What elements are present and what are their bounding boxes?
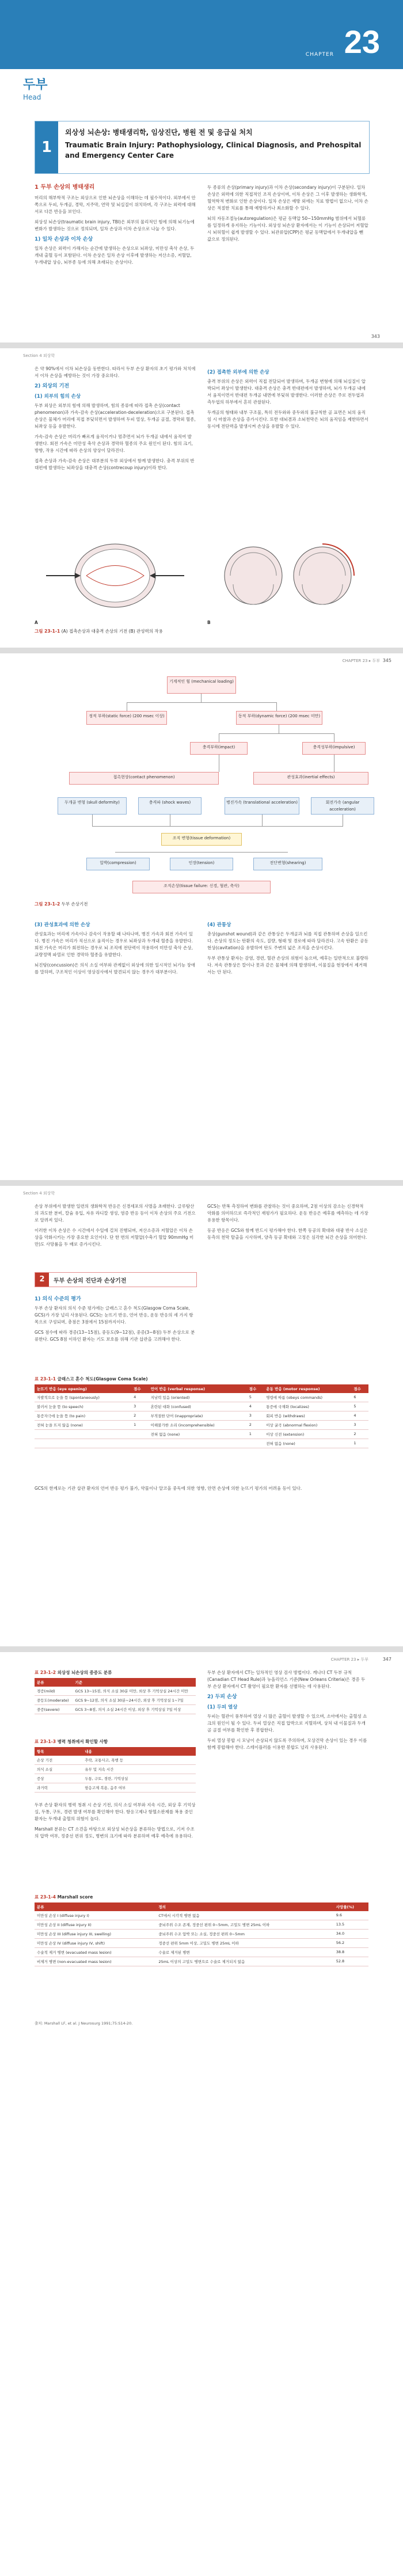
page-5 — [0, 1652, 403, 2576]
table-title: 글래스고 혼수 척도(Glasgow Coma Scale) — [57, 1376, 148, 1382]
paragraph: GCS는 반복 측정하여 변화를 관찰하는 것이 중요하며, 2점 이상의 감소는 신경학적 악화를 의미하므로 즉각적인 재평가가 필요하다. 운동 반응은 예후를 예측하는 데 가장 유용한 항목이다. — [207, 1204, 368, 1223]
table-cell: 통증에 국재화 (localizes) — [264, 1402, 351, 1411]
table-row — [35, 1439, 368, 1448]
paragraph: Marshall 분류는 CT 소견을 바탕으로 외상성 뇌손상을 분류하는 방법으로, 기저 수조의 압박 여부, 정중선 편위 정도, 병변의 크기에 따라 분류하며 예후 예측에 유용하다. — [35, 1827, 195, 1839]
table-cell: 이상 굴곡 (abnormal flexion) — [264, 1421, 351, 1430]
figure-number: 그림 23-1-2 — [35, 901, 60, 907]
table-cell: 지남력 있음 (oriented) — [149, 1393, 247, 1402]
table-caption — [35, 1738, 108, 1745]
left-column-2 — [35, 1292, 196, 1346]
table-cell: 회피 반응 (withdraws) — [264, 1411, 351, 1421]
table-row — [35, 1430, 368, 1439]
table-cell: 4 — [247, 1402, 264, 1411]
table-cell: 34.0 — [334, 1930, 368, 1939]
table-header-cell: 점수 — [351, 1384, 368, 1393]
table-cell: 손상 기전 — [35, 1756, 82, 1765]
section-number: 1 — [35, 121, 58, 173]
table-header-cell: 항목 — [35, 1747, 82, 1756]
table-cell — [131, 1430, 149, 1439]
diagram-node-tissue-deformation: 조직 변형(tissue deformation) — [161, 833, 242, 846]
table-row — [35, 1783, 196, 1793]
page-divider — [0, 648, 403, 653]
paragraph: 두부 손상 환자의 의식 수준 평가에는 글래스고 혼수 척도(Glasgow Coma Scale, GCS)가 가장 널리 사용된다. GCS는 눈뜨기 반응, 언어 반응, 운동 반응의 세 가지 항목으로 구성되며, 총점은 3점에서 15점까지이다. — [35, 1306, 193, 1325]
table-header-row — [35, 1384, 368, 1393]
table-row — [35, 1911, 368, 1920]
table-cell: 경증(mild) — [35, 1687, 73, 1696]
subheading: (2) 접촉한 외부에 의한 손상 — [207, 370, 269, 375]
figure-number: 그림 23-1-1 — [35, 629, 60, 634]
subheading: (1) 외부의 힘의 손상 — [35, 394, 81, 399]
table-cell: 중등도(moderate) — [35, 1696, 73, 1705]
paragraph: 뇌진탕(concussion)은 의식 소실 여부와 관계없이 외상에 의한 일시적인 뇌기능 장애를 말하며, 구조적인 이상이 영상검사에서 발견되지 않는 경우가 대부분이다. — [35, 962, 195, 975]
table-cell — [247, 1439, 264, 1448]
subheading: 1) 의식 수준의 평가 — [35, 1296, 81, 1302]
table-cell: 5 — [247, 1393, 264, 1402]
paragraph: 이러한 이차 손상은 수 시간에서 수일에 걸쳐 진행되며, 저산소증과 저혈압은 이차 손상을 악화시키는 가장 중요한 요인이다. 단 한 번의 저혈압(수축기 혈압 90mmHg 미만)도 사망률을 두 배로 증가시킨다. — [35, 1228, 194, 1247]
paragraph: 두피는 혈관이 풍부하여 열상 시 많은 출혈이 발생할 수 있으며, 소아에서는 출혈성 쇼크의 원인이 될 수 있다. 두피 열상은 직접 압박으로 지혈하며, 상처 내 이물질과 두개골 골절 여부를 확인한 후 봉합한다. — [207, 1714, 367, 1733]
chapter-banner — [0, 0, 403, 69]
table-header-row — [35, 1902, 368, 1911]
chapter-title: 두부 — [23, 78, 48, 92]
table-header-cell: 정의 — [156, 1902, 333, 1911]
diagram-node-tension: 인장(tension) — [170, 858, 233, 870]
subheading: (1) 두피 열상 — [207, 1704, 238, 1710]
table-cell: 4 — [351, 1411, 368, 1421]
table-row — [35, 1696, 196, 1705]
left-column — [35, 366, 196, 475]
chapter-number: 23 — [344, 24, 380, 60]
table-cell: 중뇌주위 수조 압박 또는 소실, 정중선 편위 0~5mm — [156, 1930, 333, 1939]
figure-contact-injury — [35, 532, 196, 619]
table-cell: GCS 13~15점, 의식 소실 30분 미만, 외상 후 기억상실 24시간 미만 — [73, 1687, 196, 1696]
table-cell: 1 — [131, 1421, 149, 1430]
table-row — [35, 1920, 368, 1930]
paragraph: 관성효과는 머리에 가속이나 감속이 작용할 때 나타나며, 병진 가속과 회전 가속이 있다. 병진 가속은 머리가 직선으로 움직이는 경우로 뇌좌상과 두개내 혈종을 유발한다. 회전 가속은 머리가 회전하는 경우로 뇌 조직에 전단력이 작용하여 미만성 축삭 손상, 교량정맥 파열로 인한 경막하 혈종을 유발한다. — [35, 931, 193, 957]
table-cell: 38.8 — [334, 1948, 368, 1957]
table-cell — [35, 1439, 131, 1448]
page-number: 343 — [371, 334, 380, 339]
table-row — [35, 1402, 368, 1411]
subheading: 2) 외상의 기전 — [35, 383, 70, 389]
table-cell: GCS 9~12점, 의식 소실 30분~24시간, 외상 후 기억상실 1~7일 — [73, 1696, 196, 1705]
table-row — [35, 1948, 368, 1957]
table-header-cell: 분류 — [35, 1678, 73, 1687]
table-cell: 1 — [247, 1430, 264, 1439]
paragraph: GCS의 한계로는 기관 삽관 환자의 언어 반응 평가 불가, 약물이나 알코올 중독에 의한 영향, 안면 손상에 의한 눈뜨기 평가의 어려움 등이 있다. — [35, 1486, 302, 1491]
figure-caption — [35, 628, 163, 634]
diagram-node-translational: 병진가속 (translational acceleration) — [225, 797, 299, 815]
running-header: CHAPTER 23 ▸ 두부 — [342, 659, 380, 663]
paragraph: 두개골의 형태와 내부 구조물, 특히 전두와와 중두와의 불규칙한 골 표면은 뇌의 움직임 시 마찰과 손상을 증가시킨다. 또한 대뇌겸과 소뇌천막은 뇌의 움직임을 제한하면서 동시에 전단력을 발생시켜 손상을 유발할 수 있다. — [207, 410, 368, 429]
heading: 1 두부 손상의 병태생리 — [35, 184, 95, 191]
table-cell: 미만성 손상 I (diffuse injury I) — [35, 1911, 156, 1920]
paragraph: 접촉 손상과 가속-감속 손상은 대부분의 두부 외상에서 함께 발생한다. 충격 부위의 반대편에 발생하는 뇌좌상을 대충격 손상(contrecoup injury)이라 한다. — [35, 458, 195, 470]
figure-caption-text: (A) 접촉손상과 대충격 손상의 기전 (B) 관성력의 작용 — [61, 629, 163, 634]
table-cell: 13.5 — [334, 1920, 368, 1930]
table-cell: 부적절한 단어 (inappropriate) — [149, 1411, 247, 1421]
table-cell: 수술로 제거된 병변 — [156, 1948, 333, 1957]
figure-label-a: A — [35, 620, 38, 625]
section-title-ko: 외상성 뇌손상: 병태생리학, 임상진단, 병원 전 및 응급실 처치 — [65, 128, 253, 136]
table-cell: 5 — [351, 1402, 368, 1411]
table-number: 표 23-1-1 — [35, 1376, 56, 1382]
paragraph: 두부 손상 환자의 병력 청취 시 손상 기전, 의식 소실 여부와 지속 시간, 외상 후 기억상실, 두통, 구토, 경련 발생 여부를 확인해야 한다. 항응고제나 항혈소판제를 복용 중인 환자는 두개내 출혈의 위험이 높다. — [35, 1802, 196, 1821]
table-cell: CT에서 시각적 병변 없음 — [156, 1911, 333, 1920]
table-header-cell: 눈뜨기 반응 (eye opening) — [35, 1384, 131, 1393]
table-title: Marshall score — [57, 1894, 93, 1900]
table-cell: 3 — [247, 1411, 264, 1421]
page-3 — [0, 653, 403, 1166]
diagram-node-root: 기계적인 힘 (mechanical loading) — [167, 676, 236, 694]
table-header-cell: 운동 반응 (motor response) — [264, 1384, 351, 1393]
diagram-node-compression: 압박(compression) — [86, 858, 150, 870]
running-header: Section 4 외상학 — [23, 353, 55, 358]
diagram-node-static: 정적 부하(static force) (200 msec 이상) — [86, 711, 167, 725]
table-cell: 미만성 손상 III (diffuse injury III, swelling) — [35, 1930, 156, 1939]
table-cell: 명령에 따름 (obeys commands) — [264, 1393, 351, 1402]
subheading: (3) 관성효과에 의한 손상 — [35, 922, 90, 928]
diagram-node-shock-waves: 충격파 (shock waves) — [138, 797, 202, 815]
table-cell: 3 — [131, 1402, 149, 1411]
table-cell — [149, 1439, 247, 1448]
table-header-cell: 언어 반응 (verbal response) — [149, 1384, 247, 1393]
table-cell: 혼란된 대화 (confused) — [149, 1402, 247, 1411]
table-cell: 전혀 눈을 뜨지 않음 (none) — [35, 1421, 131, 1430]
right-column — [207, 1203, 368, 1245]
table-cell: GCS 3~8점, 의식 소실 24시간 이상, 외상 후 기억상실 7일 이상 — [73, 1705, 196, 1714]
figure-label-b: B — [207, 620, 211, 625]
table-number: 표 23-1-3 — [35, 1739, 56, 1744]
table-cell: 2 — [351, 1430, 368, 1439]
right-column — [207, 1669, 368, 1755]
table-row — [35, 1687, 196, 1696]
left-column — [35, 1203, 196, 1251]
section-2-heading-box — [35, 1272, 197, 1287]
subheading: (4) 관통상 — [207, 922, 231, 928]
table-cell: 2 — [131, 1411, 149, 1421]
page-divider — [0, 343, 403, 348]
table-cell: 미만성 손상 II (diffuse injury II) — [35, 1920, 156, 1930]
paragraph: 동공 반응은 GCS와 함께 반드시 평가해야 한다. 한쪽 동공의 확대와 대광 반사 소실은 동측의 천막 탈출을 시사하며, 양측 동공 확대와 고정은 심각한 뇌간 손상을 의미한다. — [207, 1228, 368, 1240]
right-column — [207, 184, 368, 246]
severity-table — [35, 1678, 196, 1714]
table-cell — [131, 1439, 149, 1448]
table-cell: 추락, 교통사고, 폭행 등 — [82, 1756, 196, 1765]
left-column — [35, 184, 196, 269]
right-column — [207, 918, 368, 979]
table-cell: 전혀 없음 (none) — [149, 1430, 247, 1439]
table-cell: 52.8 — [334, 1957, 368, 1966]
paragraph: 외상성 뇌손상(traumatic brain injury, TBI)은 외부의 물리적인 힘에 의해 뇌기능에 변화가 발생하는 것으로 정의되며, 일차 손상과 이차 손상으로 나눌 수 있다. — [35, 219, 195, 231]
paragraph: 충격 부위의 손상은 외력이 직접 전달되어 발생하며, 두개골 변형에 의해 뇌실질이 압박되어 좌상이 발생한다. 대충격 손상은 충격 반대편에서 발생하며, 뇌가 두개골 내에서 움직이면서 반대편 두개골 내면에 부딪혀 발생한다. 이러한 손상은 주로 전두엽과 측두엽의 하부에서 흔히 관찰된다. — [207, 379, 366, 405]
table-cell: 9.6 — [334, 1911, 368, 1920]
running-header: Section 4 외상학 — [23, 1191, 55, 1196]
diagram-node-dynamic: 동적 부하(dynamic force) (200 msec 미만) — [236, 711, 322, 725]
table-header-cell: 사망률(%) — [334, 1902, 368, 1911]
page-2 — [0, 348, 403, 636]
table-cell: 이해불가한 소리 (incomprehensible) — [149, 1421, 247, 1430]
table-cell: 증상 — [35, 1774, 82, 1783]
table-cell: 6 — [351, 1393, 368, 1402]
table-number: 표 23-1-2 — [35, 1670, 56, 1675]
diagram-node-contact: 접촉현상(contact phenomenon) — [69, 772, 219, 785]
section-1-heading-box — [35, 121, 370, 174]
page-4 — [0, 1186, 403, 1681]
table-title: 외상성 뇌손상의 중증도 분류 — [57, 1670, 112, 1675]
chapter-subtitle: Head — [23, 93, 41, 101]
table-cell: 3 — [351, 1421, 368, 1430]
paragraph: 두피 열상 봉합 시 모낭이 손상되지 않도록 주의하며, 모상건막 손상이 있는 경우 이를 함께 봉합해야 한다. 스테이플러를 이용한 봉합도 널리 사용된다. — [207, 1738, 367, 1750]
paragraph: GCS 점수에 따라 경증(13~15점), 중등도(9~12점), 중증(3~8점) 두부 손상으로 분류한다. GCS 8점 이하인 환자는 기도 보호를 위해 기관 삽관을 고려해야 한다. — [35, 1330, 195, 1342]
table-row — [35, 1411, 368, 1421]
table-cell: 25mL 이상의 고밀도 병변으로 수술로 제거되지 않음 — [156, 1957, 333, 1966]
paragraph: 총상(gunshot wound)과 같은 관통상은 두개골과 뇌를 직접 관통하며 손상을 일으킨다. 손상의 정도는 탄환의 속도, 질량, 형태 및 경로에 따라 달라진다. 고속 탄환은 공동현상(cavitation)을 유발하여 탄도 주변의 넓은 조직을 손상시킨다. — [207, 931, 368, 950]
section-title-en: Traumatic Brain Injury: Pathophysiology, Clinical Diagnosis, and Prehospital and Emergency Center Care — [65, 141, 362, 159]
chapter-label: CHAPTER — [305, 52, 334, 58]
table-source: 출처: Marshall LF, et al. J Neurosurg 1991;75:S14-20. — [35, 2021, 133, 2026]
figure-caption-text: 두부 손상기전 — [61, 901, 88, 907]
right-column — [207, 366, 368, 433]
table-header-cell: 점수 — [131, 1384, 149, 1393]
subheading: 2) 두피 손상 — [207, 1694, 237, 1700]
table-header-cell: 점수 — [247, 1384, 264, 1393]
table-cell: 4 — [131, 1393, 149, 1402]
table-cell: 2 — [247, 1421, 264, 1430]
table-header-cell: 내용 — [82, 1747, 196, 1756]
table-row — [35, 1393, 368, 1402]
table-cell: 과거력 — [35, 1783, 82, 1793]
table-cell: 수술적 제거 병변 (evacuated mass lesion) — [35, 1948, 156, 1957]
table-cell: 비제거 병변 (non-evacuated mass lesion) — [35, 1957, 156, 1966]
table-caption — [35, 1376, 148, 1382]
diagram-node-angular: 회전가속 (angular acceleration) — [311, 797, 374, 815]
table-caption — [35, 1894, 93, 1900]
subheading: 1) 일차 손상과 이차 손상 — [35, 237, 93, 242]
left-column — [35, 918, 196, 979]
page-number: 347 — [382, 1657, 391, 1662]
paragraph: 은 약 90%에서 이차 뇌손상을 동반한다. 따라서 두부 손상 환자의 초기 평가와 처치에서 이차 손상을 예방하는 것이 가장 중요하다. — [35, 366, 196, 378]
page-divider — [0, 1646, 403, 1652]
body-text — [35, 1485, 368, 1496]
table-caption — [35, 1669, 112, 1676]
paragraph: 일차 손상은 외력이 가해지는 순간에 발생하는 손상으로 뇌좌상, 미만성 축삭 손상, 두개내 출혈 등이 포함된다. 이차 손상은 일차 손상 이후에 발생하는 저산소증, 저혈압, 두개내압 상승, 뇌부종 등에 의해 초래되는 손상이다. — [35, 246, 195, 265]
table-cell: 불러서 눈을 뜸 (to speech) — [35, 1402, 131, 1411]
table-cell: 중뇌주위 수조 존재, 정중선 편위 0~5mm, 고밀도 병변 25mL 이하 — [156, 1920, 333, 1930]
table-row — [35, 1774, 196, 1783]
paragraph: 두 종류의 손상(primary injury)과 이차 손상(secondary injury)이 구분된다. 일차 손상은 외력에 의한 직접적인 조직 손상이며, 이차 손상은 그 이후 발생하는 생화학적, 혈역학적 변화로 인한 손상이다. 일차 손상은 예방 외에는 치료 방법이 없으나, 이차 손상은 적절한 치료를 통해 예방하거나 최소화할 수 있다. — [207, 185, 368, 211]
diagram-node-inertial: 관성효과(inertial effects) — [253, 772, 368, 785]
paragraph: 머리의 해부학적 구조는 외상으로 인한 뇌손상을 이해하는 데 필수적이다. 외부에서 안쪽으로 두피, 두개골, 경막, 지주막, 연막 및 뇌실질이 위치하며, 각 구조는 외력에 대해 서로 다른 반응을 보인다. — [35, 195, 196, 214]
table-cell: 정중선 편위 5mm 이상, 고밀도 병변 25mL 이하 — [156, 1939, 333, 1948]
table-cell: 의식 소실 — [35, 1765, 82, 1774]
table-title: 병력 청취에서 확인할 사항 — [57, 1739, 108, 1744]
table-cell: 1 — [351, 1439, 368, 1448]
table-row — [35, 1421, 368, 1430]
paragraph: 두부 관통상 환자는 감염, 경련, 혈관 손상의 위험이 높으며, 예후는 일반적으로 불량하다. 저속 관통상은 칼이나 못과 같은 물체에 의해 발생하며, 이물질을 현장에서 제거해서는 안 된다. — [207, 956, 368, 975]
gcs-table — [35, 1384, 368, 1448]
left-column — [35, 1802, 196, 1843]
table-cell: 중증(severe) — [35, 1705, 73, 1714]
table-cell: 이상 신전 (extension) — [264, 1430, 351, 1439]
diagram-node-shearing: 전단변형(shearing) — [253, 858, 322, 870]
paragraph: 가속-감속 손상은 머리가 빠르게 움직이거나 멈추면서 뇌가 두개골 내에서 움직여 발생한다. 회전 가속은 미만성 축삭 손상과 경막하 혈종의 주요 원인이 된다. 힘의 크기, 방향, 작용 시간에 따라 손상의 양상이 달라진다. — [35, 434, 193, 453]
table-cell: 56.2 — [334, 1939, 368, 1948]
page-divider — [0, 1180, 403, 1186]
running-header: CHAPTER 23 ▸ 두부 — [330, 1657, 368, 1662]
table-cell: 항응고제 복용, 음주 여부 — [82, 1783, 196, 1793]
table-header-cell: 기준 — [73, 1678, 196, 1687]
marshall-table — [35, 1902, 368, 1966]
diagram-node-skull-deformity: 두개골 변형 (skull deformity) — [58, 797, 127, 815]
table-number: 표 23-1-4 — [35, 1894, 56, 1900]
table-row — [35, 1957, 368, 1966]
table-row — [35, 1765, 196, 1774]
diagram-node-impact: 충격부하(impact) — [190, 742, 248, 755]
diagram-node-tissue-failure: 조직손상(tissue failure: 신경, 혈관, 축삭) — [132, 881, 271, 893]
table-row — [35, 1930, 368, 1939]
section-number: 2 — [35, 1273, 49, 1287]
table-header-cell: 분류 — [35, 1902, 156, 1911]
section-title: 두부 손상의 진단과 손상기전 — [54, 1278, 127, 1284]
paragraph: 두부 손상 환자에서 CT는 일차적인 영상 검사 방법이다. 캐나다 CT 두부 규칙(Canadian CT Head Rule)과 뉴올리언스 기준(New Orleans Criteria)은 경증 두부 손상 환자에서 CT 촬영이 필요한 환자를 선별하는 데 사용된다. — [207, 1670, 366, 1689]
table-row — [35, 1939, 368, 1948]
table-cell: 통증자극에 눈을 뜸 (to pain) — [35, 1411, 131, 1421]
table-row — [35, 1705, 196, 1714]
history-table — [35, 1747, 196, 1793]
table-cell: 전혀 없음 (none) — [264, 1439, 351, 1448]
table-cell: 유무 및 지속 시간 — [82, 1765, 196, 1774]
paragraph: 손상 부위에서 발생한 일련의 생화학적 반응은 신경세포의 사멸을 초래한다. 글루탐산의 과도한 분비, 칼슘 유입, 자유 라디칼 생성, 염증 반응 등이 이차 손상의 주요 기전으로 알려져 있다. — [35, 1204, 196, 1223]
table-cell: 미만성 손상 IV (diffuse injury IV, shift) — [35, 1939, 156, 1948]
table-header-row — [35, 1747, 196, 1756]
page-number: 345 — [382, 658, 391, 663]
paragraph: 두부 외상은 외부의 힘에 의해 발생하며, 힘의 종류에 따라 접촉 손상(contact phenomenon)과 가속-감속 손상(acceleration-deceleration)으로 구분된다. 접촉 손상은 물체가 머리에 직접 부딪히면서 발생하며 두피 열상, 두개골 골절, 경막외 혈종, 뇌좌상 등을 유발한다. — [35, 403, 196, 429]
table-row — [35, 1756, 196, 1765]
figure-inertial-force — [207, 532, 368, 619]
table-cell: 자발적으로 눈을 뜸 (spontaneously) — [35, 1393, 131, 1402]
table-cell — [35, 1430, 131, 1439]
table-header-row — [35, 1678, 196, 1687]
paragraph: 뇌의 자동조절능(autoregulation)은 평균 동맥압 50~150mmHg 범위에서 뇌혈류를 일정하게 유지하는 기능이다. 외상성 뇌손상 환자에서는 이 기능이 손상되어 저혈압 시 뇌허혈이 쉽게 발생할 수 있다. 뇌관류압(CPP)은 평균 동맥압에서 두개내압을 뺀 값으로 정의된다. — [207, 216, 368, 242]
figure-caption — [35, 901, 88, 907]
diagram-node-impulsive: 충격성부하(impulsive) — [302, 742, 366, 755]
table-cell: 두통, 구토, 경련, 기억상실 — [82, 1774, 196, 1783]
